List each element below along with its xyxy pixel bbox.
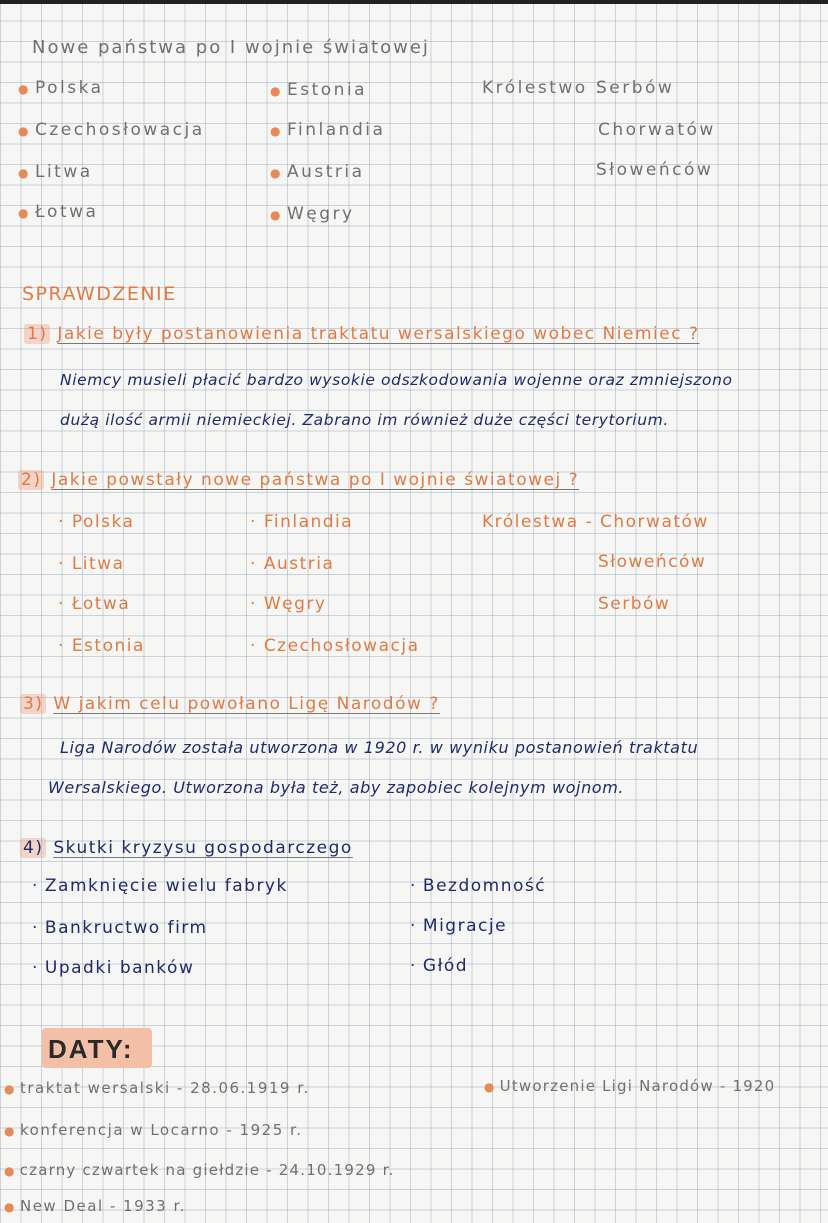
answer-line: Wersalskiego. Utworzona była też, aby zapobiec kolejnym wojnom. — [48, 778, 625, 797]
bullet-icon: ● — [270, 124, 283, 138]
bullet-icon: · — [32, 876, 39, 896]
list-item: ● Łotwa — [18, 202, 99, 222]
answer-line: Liga Narodów została utworzona w 1920 r. w wyniku postanowień traktatu — [60, 738, 699, 757]
dates-heading: DATY: — [48, 1034, 134, 1064]
section-heading: SPRAWDZENIE — [22, 283, 177, 305]
kingdom-item: Serbów — [596, 78, 675, 98]
kingdom-label: Królestwa - — [482, 512, 594, 532]
date-item: ● New Deal - 1933 r. — [4, 1197, 187, 1215]
bullet-icon: · — [410, 876, 417, 896]
kingdom-item: Serbów — [598, 594, 671, 614]
list-item: · Głód — [410, 956, 469, 976]
answer-line: Niemcy musieli płacić bardzo wysokie odszkodowania wojenne oraz zmniejszono — [60, 371, 733, 389]
question-2: 2) Jakie powstały nowe państwa po I wojnie światowej ? — [18, 470, 579, 490]
question-number: 2) — [18, 470, 44, 490]
kingdom-item: Chorwatów — [600, 512, 709, 532]
date-item: ● czarny czwartek na giełdzie - 24.10.1929 r. — [4, 1161, 395, 1179]
bullet-icon: ● — [4, 1124, 16, 1138]
list-item: · Finlandia — [250, 512, 354, 532]
list-item: · Litwa — [58, 554, 125, 574]
date-item: ● Utworzenie Ligi Narodów - 1920 — [484, 1077, 776, 1095]
list-item: ● Polska — [18, 78, 104, 98]
list-item: · Austria — [250, 554, 335, 574]
dates-heading-highlight — [42, 1028, 152, 1068]
bullet-icon: · — [410, 916, 417, 936]
bullet-icon: ● — [18, 124, 31, 138]
list-item: ● Litwa — [18, 162, 93, 182]
bullet-icon: ● — [18, 166, 31, 180]
bullet-icon: ● — [484, 1080, 496, 1094]
kingdom-item: Chorwatów — [598, 120, 716, 140]
kingdom-label: Królestwo : — [482, 78, 604, 98]
bullet-icon: · — [32, 958, 39, 978]
list-item: · Zamknięcie wielu fabryk — [32, 876, 288, 896]
bullet-icon: ● — [270, 84, 283, 98]
bullet-icon: ● — [18, 206, 31, 220]
list-item: ● Czechosłowacja — [18, 120, 205, 140]
bullet-icon: · — [410, 956, 417, 976]
list-item: · Węgry — [250, 594, 327, 614]
bullet-icon: ● — [270, 208, 283, 222]
list-item: · Polska — [58, 512, 135, 532]
list-item: ● Austria — [270, 162, 365, 182]
list-item: ● Węgry — [270, 204, 355, 224]
list-item: ● Finlandia — [270, 120, 386, 140]
bullet-icon: ● — [18, 82, 31, 96]
date-item: ● traktat wersalski - 28.06.1919 r. — [4, 1079, 310, 1097]
kingdom-item: Słoweńców — [596, 160, 714, 180]
list-item: · Bezdomność — [410, 876, 547, 896]
question-number: 4) — [20, 838, 46, 858]
bullet-icon: · — [32, 918, 39, 938]
bullet-icon: ● — [4, 1200, 16, 1214]
list-item: · Migracje — [410, 916, 508, 936]
question-4: 4) Skutki kryzysu gospodarczego — [20, 838, 353, 858]
list-item: · Upadki banków — [32, 958, 195, 978]
question-1: 1) Jakie były postanowienia traktatu wersalskiego wobec Niemiec ? — [24, 324, 699, 344]
list-item: · Czechosłowacja — [250, 636, 420, 656]
answer-line: dużą ilość armii niemieckiej. Zabrano im również duże części terytorium. — [60, 411, 669, 429]
page-top-edge — [0, 0, 828, 4]
list-item: · Bankructwo firm — [32, 918, 208, 938]
page-title: Nowe państwa po I wojnie światowej — [32, 37, 430, 58]
date-item: ● konferencja w Locarno - 1925 r. — [4, 1121, 303, 1139]
question-number: 3) — [20, 694, 46, 714]
bullet-icon: ● — [4, 1164, 16, 1178]
list-item: · Łotwa — [58, 594, 131, 614]
question-3: 3) W jakim celu powołano Ligę Narodów ? — [20, 694, 440, 714]
list-item: ● Estonia — [270, 80, 368, 100]
bullet-icon: ● — [4, 1082, 16, 1096]
list-item: · Estonia — [58, 636, 145, 656]
kingdom-item: Słoweńców — [598, 552, 707, 572]
bullet-icon: ● — [270, 166, 283, 180]
question-number: 1) — [24, 324, 50, 344]
